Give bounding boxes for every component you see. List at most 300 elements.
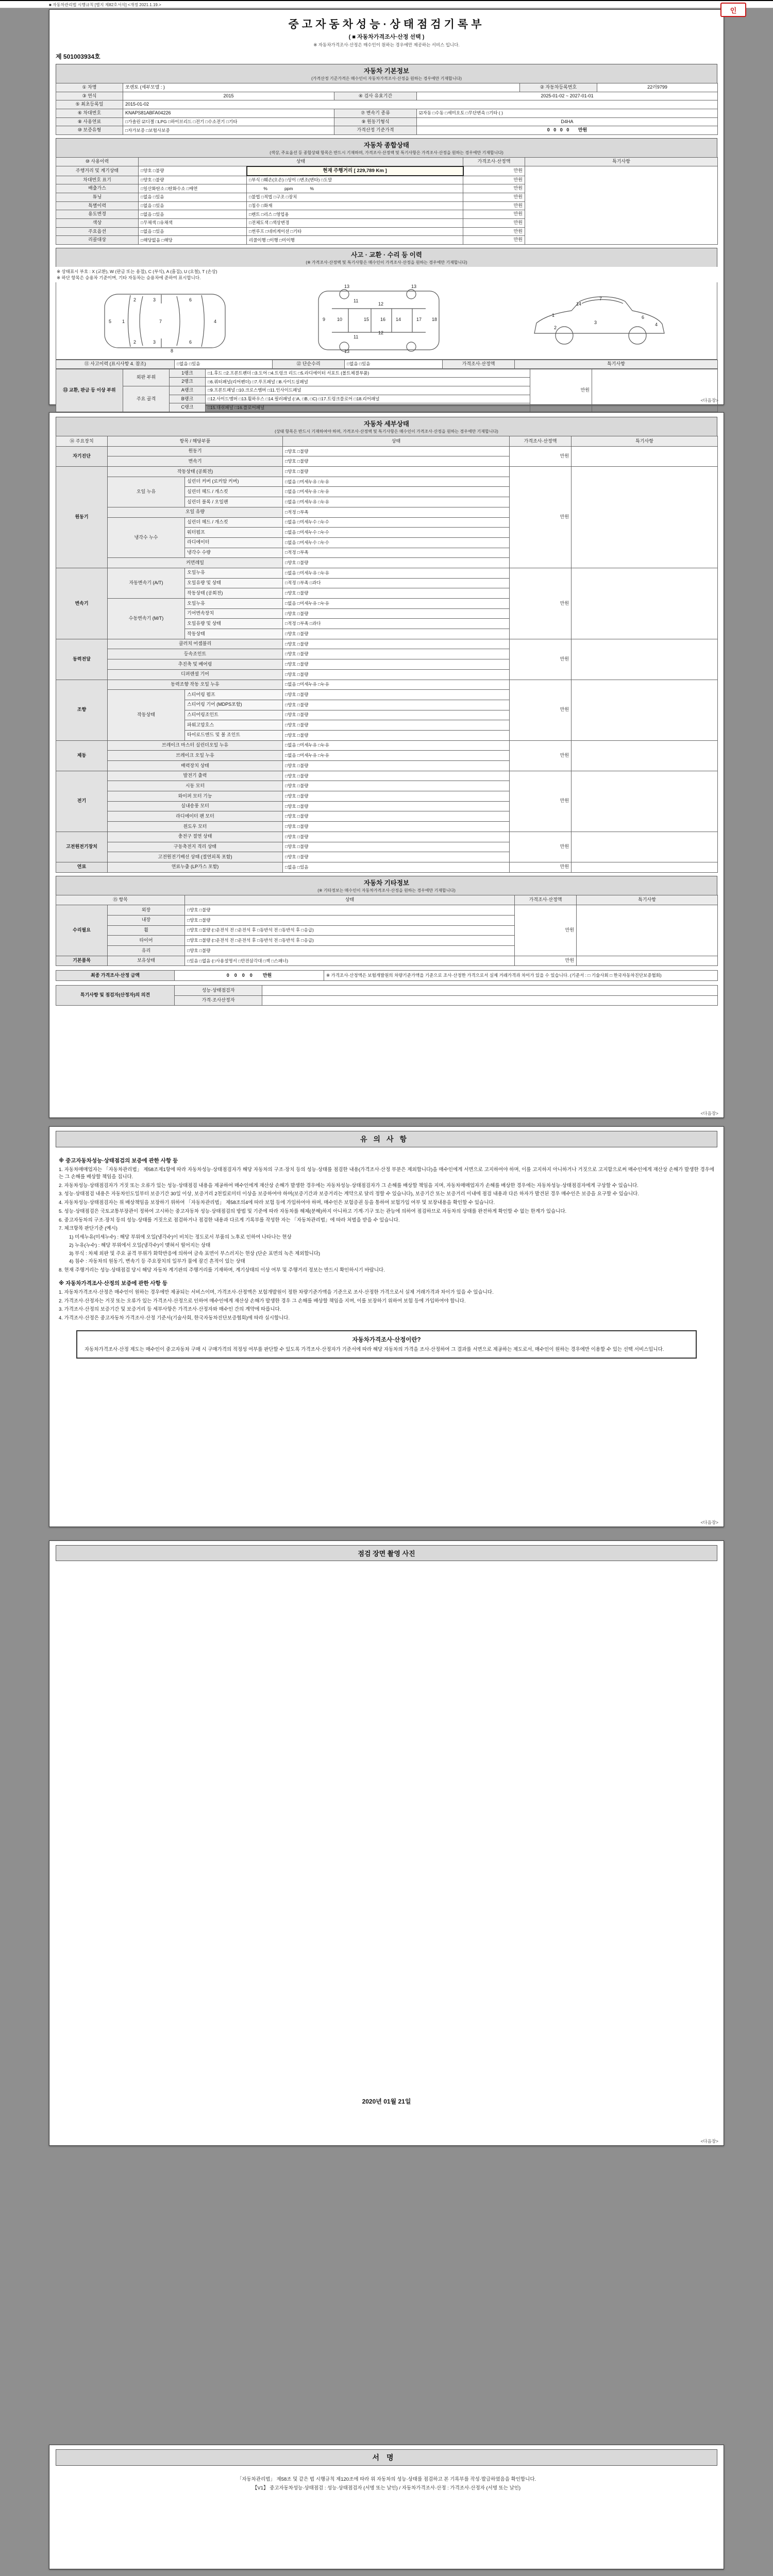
cell: ⑧ 사용연료 (56, 117, 123, 126)
cell: ⑪ 사고이력 (표시사항 4. 참조) (56, 360, 175, 368)
cell: 파워고압호스 (185, 720, 283, 731)
cell: □없음 □미세누유 □누유 (283, 487, 510, 497)
cell: 특기사항 (525, 158, 718, 166)
cell: □없음 □미세누유 □누유 (283, 497, 510, 507)
page-4 (49, 1540, 724, 2146)
cell: □양호 □불량 (283, 791, 510, 802)
cell: □양호 □불량 (139, 166, 247, 176)
next-page-marker: <다음장> (700, 1520, 718, 1525)
table-row (56, 117, 718, 126)
svg-text:13: 13 (411, 284, 416, 290)
cell: □양호 □불량 (185, 946, 515, 956)
cell: 스티어링조인트 (185, 710, 283, 720)
cell: □없음 □미세누유 □누유 (283, 680, 510, 690)
cell: 오일누유 (185, 599, 283, 609)
cell: ⑬ 교환, 판금 등 이상 부위 (56, 369, 123, 412)
seal-text: 인 (730, 6, 737, 14)
cell: 리콜대상 (56, 236, 139, 245)
cell: □양호 □불량 (283, 456, 510, 467)
cell: 변속기 (56, 568, 108, 639)
notice-line: 2. 가격조사·산정자는 거짓 또는 오류가 있는 가격조사·산정으로 인하여 매수인에게 재산상 손해가 발생한 경우 그 손해를 배상할 책임을 지며, 이를 보장하기 위하여 보험 등에 가입하여야 합니다. (59, 1298, 466, 1304)
table-row (56, 166, 718, 176)
cell: 타이어 (108, 936, 185, 946)
cell: 브레이크 마스터 실린더오일 누유 (108, 740, 283, 751)
notice-line: 4. 가격조사·산정은 중고자동차 가격조사·산정 기준서(기술사회, 한국자동차진단보증협회)에 따라 실시합니다. (59, 1315, 290, 1321)
table-row (56, 83, 718, 92)
svg-text:14: 14 (576, 301, 581, 307)
cell: 고전원전기배선 상태 (절연피복 포함) (108, 852, 283, 862)
cell: □양호 □불량 (283, 659, 510, 670)
cell (525, 166, 718, 245)
cell: 만원 (510, 862, 572, 872)
next-page-marker: <다음장> (700, 2139, 718, 2144)
cell: 만원 (515, 956, 577, 966)
cell: □양호 □불량 (283, 690, 510, 700)
cell: ④ 검사 유효기간 (334, 92, 417, 100)
cell: 오일 누유 (108, 477, 185, 507)
cell: 오일 유량 (108, 507, 283, 517)
table-row (56, 971, 718, 981)
cell: 특기사항 (572, 436, 718, 447)
cell: 만원 (463, 210, 525, 219)
cell: 실린더 블록 / 오일팬 (185, 497, 283, 507)
cell: 주행거리 및 계기상태 (56, 166, 139, 176)
cell: 가격·조사산정자 (175, 995, 262, 1006)
cell: 디퍼렌셜 기어 (108, 669, 283, 680)
cell: □없음 □있음 (139, 193, 247, 202)
cell: ☑자동 □수동 □세미오토 □무단변속 □기타 ( ) (417, 109, 718, 118)
cell: ⑭ 주요장치 (56, 436, 108, 447)
document-title-note: ※ 자동차가격조사·산정은 매수인이 원하는 경우에만 제공하는 서비스 입니다. (313, 42, 460, 47)
cell: 상태 (185, 895, 515, 905)
svg-text:2: 2 (553, 325, 557, 331)
next-page-marker: <다음장> (700, 1111, 718, 1116)
notice-line: 1. 자동차가격조사·산정은 매수인이 원하는 경우에만 제공되는 서비스이며, 가격조사·산정액은 보험개발원이 정한 차량기준가액을 기준으로 조사·산정한 가격으로서 실제 거래가격과 차이가 있을 수 있습니다. (59, 1289, 494, 1295)
cell: □있음 □없음 (□사용설명서 □안전삼각대 □잭 □스패너) (185, 956, 515, 966)
cell: □양호 □불량 (283, 822, 510, 832)
cell: 등속조인트 (108, 649, 283, 659)
cell: 클러치 어셈블리 (108, 639, 283, 649)
cell: 오일누유 (185, 568, 283, 578)
cell: □양호 □불량 (283, 761, 510, 771)
section-overall-note: (색상, 주요옵션 등 종합상태 항목은 반드시 기재하며, 가격조사·산정액 및 특기사항은 가격조사·산정을 원하는 경우에만 기재합니다) (270, 150, 503, 156)
table-row (56, 446, 718, 456)
section-accident-header (56, 248, 717, 267)
cell: □양호 □불량 (283, 842, 510, 852)
cell: 만원 (463, 184, 525, 193)
section-accident-note: (※ 가격조사·산정액 및 특기사항은 매수인이 가격조사·산정을 원하는 경우에만 기재합니다) (306, 260, 467, 265)
svg-text:6: 6 (189, 340, 192, 345)
cell: □양호 □불량 (283, 832, 510, 842)
cell: 조향 (56, 680, 108, 740)
cell: □없음 □미세누수 □누수 (283, 528, 510, 538)
cell: □1.후드 □2.프론트펜더 □3.도어 □4.트렁크 리드 □5.라디에이터 서포트 (볼트체결부품) (206, 369, 530, 378)
cell: 만원 (530, 369, 592, 412)
accident-legend (57, 269, 716, 281)
notice-line: 5. 성능·상태점검은 국토교통부장관이 정하여 고시하는 중고자동차 성능·상태점검의 방법 및 기준에 따라 자동차를 해체(분해)하지 아니하고 기계·기구 또는 관능에 의하여 점검하므로 자동차의 상태를 완전하게 확인할 수 없는 한계가 있습니다. (59, 1208, 567, 1214)
cell: 자기진단 (56, 446, 108, 466)
first-registration-date: 2015-01-02 (123, 100, 718, 109)
cell: 냉각수 수량 (185, 548, 283, 558)
cell: 특기사항 (577, 895, 718, 905)
cell: 라디에이터 팬 모터 (108, 811, 283, 822)
cell: 라디에이터 (185, 537, 283, 548)
cell: 특별이력 (56, 201, 139, 210)
next-page-marker: <다음장> (700, 398, 718, 403)
notice-line: 2) 누유(누수) : 해당 부위에서 오일(냉각수)이 맺혀서 떨어지는 상태 (69, 1242, 211, 1248)
overall-condition-table (56, 157, 718, 245)
cell: □없음 □있음 (283, 862, 510, 872)
accident-legend-line1: ※ 상태표시 부호 : X (교환), W (판금 또는 용접), C (부식), A (흠집), U (요철), T (손상) (57, 269, 217, 275)
registration-number: 22러9799 (597, 83, 718, 92)
cell: □없음 □있음 (139, 210, 247, 219)
cell (572, 771, 718, 832)
cell: 연료누출 (LP가스 포함) (108, 862, 283, 872)
cell: 만원 (510, 771, 572, 832)
cell: ② 자동차등록번호 (520, 83, 597, 92)
cell: 기본품목 (56, 956, 108, 966)
cell: 스티어링 펌프 (185, 690, 283, 700)
cell: 항목 / 해당부품 (108, 436, 283, 447)
section-accident-title: 사고 · 교환 · 수리 등 이력 (351, 251, 422, 259)
signature-statement-2: 【V1】 중고자동차성능·상태점검 : 성능·상태점검자 (서명 또는 날인) / 자동차가격조사·산정 : 가격조사·산정자 (서명 또는 날인) (252, 2485, 521, 2492)
svg-text:7: 7 (159, 319, 162, 325)
inspection-date: 2020년 01월 21일 (362, 2098, 411, 2105)
svg-text:5: 5 (109, 319, 112, 325)
cell: 색상 (56, 219, 139, 228)
table-row (56, 360, 718, 368)
notice-line: 4. 자동차성능·상태점검자는 위 배상책임을 보장하기 위하여 「자동차관리법」 제58조의4에 따라 보험 등에 가입하여야 하며, 매수인은 보험증권 등을 통하여 보험가입 여부 및 보장내용을 확인할 수 있습니다. (59, 1200, 495, 1206)
detail-condition-table (56, 436, 718, 873)
cell: C랭크 (170, 403, 206, 412)
cell: 만원 (463, 236, 525, 245)
cell: 기어변속장치 (185, 608, 283, 619)
cell: □15.대쉬패널 □16.플로어패널 (206, 403, 530, 412)
cell: □일산화탄소 □탄화수소 □매연 (139, 184, 247, 193)
mileage-value: 현재 주행거리 [ 229,789 Km ] (247, 166, 463, 176)
cell: □양호 □불량 (283, 608, 510, 619)
cell: 특기사항 및 점검자(산정자)의 의견 (56, 986, 175, 1006)
svg-text:3: 3 (594, 320, 597, 326)
table-row (56, 639, 718, 649)
cell: □양호 □불량 (283, 649, 510, 659)
cell: □양호 □불량 (283, 720, 510, 731)
svg-text:16: 16 (380, 317, 385, 323)
cell: 주요옵션 (56, 227, 139, 236)
cell: 만원 (463, 227, 525, 236)
title-block (56, 14, 717, 49)
cell: 원동기 (108, 446, 283, 456)
cell: □양호 □불량 (283, 639, 510, 649)
table-row (56, 832, 718, 842)
table-row (56, 895, 718, 905)
cell: □없음 □미세누유 □누유 (283, 477, 510, 487)
notice-line: 7. 체크항목 판단기준 (예시) (59, 1226, 117, 1232)
cell: □양호 □불량 (283, 730, 510, 740)
cell (262, 995, 718, 1006)
table-row (56, 740, 718, 751)
cell: 오일유량 및 상태 (185, 619, 283, 629)
cell (592, 369, 718, 412)
cell: ⑫ 단순수리 (273, 360, 345, 368)
cell: □썬루프 □네비게이션 □기타 (247, 227, 463, 236)
cell: 만원 (510, 740, 572, 771)
cell: □없음 □있음 (139, 201, 247, 210)
cell: □양호 □불량 (283, 700, 510, 710)
cell: 상태 (283, 436, 510, 447)
svg-text:15: 15 (363, 317, 369, 323)
table-row (56, 680, 718, 690)
form-reference-strip (0, 0, 773, 8)
cell: ⑩ 보증유형 (56, 126, 123, 135)
cell: □양호 □불량 (283, 558, 510, 568)
cell: □자가보증 □보험사보증 (123, 126, 334, 135)
table-row (56, 568, 718, 578)
vin-value: KNAPS81ABFA04226 (123, 109, 334, 118)
cell: A랭크 (170, 386, 206, 395)
cell: 가격조사·산정액 (463, 158, 525, 166)
cell: 최종 가격조사·산정 금액 (56, 971, 175, 981)
cell: 원동기 (56, 467, 108, 568)
cell: 브레이크 오일 누유 (108, 751, 283, 761)
document-title: 중고자동차성능·상태점검기록부 (288, 19, 485, 30)
cell: 성능·상태점검자 (175, 986, 262, 996)
notice-line: 1. 자동차매매업자는 「자동차관리법」 제58조제1항에 따라 자동차성능·상태점검자가 해당 자동차의 구조·장치 등의 성능·상태를 점검한 내용(가격조사·산정 부분은 제외합니다)을 매수인에게 서면으로 고지하여야 하며, 이를 고지하지 아니하거나 거짓으로 고지함으로써 매수인에게 재산상 손해가 발생한 경우에는 그 손해를 배상할 책임을 집니다. (59, 1167, 714, 1180)
cell: ⑤ 최초등록일 (56, 100, 123, 109)
car-diagram-underbody-view (314, 282, 443, 359)
cell: 리콜이행 □이행 □미이행 (247, 236, 463, 245)
base-price-value: 0 0 0 0 만원 (417, 126, 718, 135)
cell: 유리 (108, 946, 185, 956)
cell: 만원 (510, 446, 572, 466)
svg-text:13: 13 (344, 284, 349, 290)
table-row (56, 905, 718, 916)
section-detail-header (56, 417, 717, 436)
table-row (56, 92, 718, 100)
cell (572, 446, 718, 466)
accident-parts-table (56, 369, 718, 412)
cell (572, 467, 718, 568)
notice-line: 3) 부식 : 차체 외판 및 주요 골격 부위가 화학반응에 의하여 금속 표면이 부스러지는 현상 (단순 표면의 녹은 제외합니다) (69, 1250, 321, 1257)
cell: □양호 □불량 (283, 710, 510, 720)
cell: □적정 □부족 (283, 548, 510, 558)
cell: 제동 (56, 740, 108, 771)
signature-statements (56, 2466, 717, 2502)
svg-text:10: 10 (337, 317, 342, 323)
cell: □가솔린 ☑디젤 □LPG □하이브리드 □전기 □수소전기 □기타 (123, 117, 334, 126)
car-diagram-top-view (100, 284, 229, 357)
table-row (56, 436, 718, 447)
cell: 실린더 헤드 / 개스킷 (185, 517, 283, 528)
table-row (56, 986, 718, 996)
cell: ③ 연식 (56, 92, 123, 100)
price-assessment-info-box (76, 1330, 697, 1359)
cell (572, 680, 718, 740)
cell: 휠 (108, 925, 185, 936)
cell: □전체도색 □색상변경 (247, 219, 463, 228)
signature-statement-1: 「자동차관리법」 제58조 및 같은 법 시행규칙 제120조에 따라 위 자동차의 성능·상태를 점검하고 본 기록부를 작성·발급하였음을 확인합니다. (237, 2477, 536, 2482)
accident-summary-table (56, 360, 718, 369)
cell: 상태 (139, 158, 463, 166)
cell: 외판 부위 (123, 369, 170, 386)
cell: □양호 □불량 (283, 629, 510, 639)
photo-placeholder-area (56, 1561, 717, 2097)
cell: □양호 □불량 (283, 852, 510, 862)
basic-info-table (56, 83, 718, 135)
cell: 구동축전지 격리 상태 (108, 842, 283, 852)
cell: □없음 □미세누유 □누유 (283, 599, 510, 609)
cell: □해당없음 □해당 (139, 236, 247, 245)
section-basic-info-header (56, 64, 717, 83)
cell: 실린더 헤드 / 개스킷 (185, 487, 283, 497)
cell: □없음 □있음 (139, 227, 247, 236)
page-5 (49, 2445, 724, 2569)
cell: 배력장치 상태 (108, 761, 283, 771)
price-assessment-info-text: 자동차가격조사·산정 제도는 매수인이 중고자동차 구매 시 구매가격의 적정성 여부를 판단할 수 있도록 가격조사·산정자가 기준서에 따라 해당 자동차의 가격을 조사·산정하여 그 결과를 서면으로 제공하는 제도로서, 매수인이 원하는 경우에만 이용할 수 있는 선택 서비스입니다. (85, 1347, 664, 1353)
signature-section-title: 서명 (56, 2449, 717, 2466)
cell: 차대번호 표기 (56, 176, 139, 184)
svg-text:6: 6 (641, 315, 644, 320)
cell: 만원 (515, 905, 577, 956)
cell: □양호 □불량 (185, 915, 515, 925)
cell: 고전원전기장치 (56, 832, 108, 862)
accident-legend-line2: ※ 하단 항목은 승용차 기준이며, 기타 자동차는 승용차에 준하여 표시합니다. (57, 275, 201, 281)
section-basic-info-note: (가격산정 기준가격은 매수인이 자동차가격조사·산정을 원하는 경우에만 기재합니다) (311, 76, 462, 81)
svg-text:1: 1 (551, 313, 554, 318)
inspector-opinion-table (56, 985, 718, 1006)
cell: 충전구 절연 상태 (108, 832, 283, 842)
cell: 발전기 출력 (108, 771, 283, 781)
cell: ※ 가격조사·산정액은 보험개발원의 차량기준가액을 기준으로 조사·산정한 가격으로서 실제 거래가격과 차이가 있을 수 있습니다. (기준서 : □ 기술사회 □ 한국자동차진단보증협회) (324, 971, 718, 981)
cell: 수리필요 (56, 905, 108, 956)
cell: □양호 □불량 (283, 467, 510, 477)
cell: 만원 (510, 639, 572, 680)
cell: □없음 □있음 (345, 360, 443, 368)
cell: % ppm % (247, 184, 463, 193)
table-row (56, 126, 718, 135)
document-subtitle: ( ■ 자동차가격조사·산정 선택 ) (348, 34, 425, 40)
table-row (56, 369, 718, 378)
table-row (56, 956, 718, 966)
car-diagram-panel (56, 282, 717, 360)
cell: 가격조사·산정액 (510, 436, 572, 447)
cell: □없음 □미세누수 □누수 (283, 517, 510, 528)
cell: 윈도우 모터 (108, 822, 283, 832)
svg-text:18: 18 (431, 317, 437, 323)
cell: 만원 (463, 176, 525, 184)
section-etc-title: 자동차 기타정보 (364, 879, 409, 887)
cell: 냉각수 누수 (108, 517, 185, 558)
cell: 와이퍼 모터 기능 (108, 791, 283, 802)
form-reference-text: ■ 자동차관리법 시행규칙 [별지 제82호서식] <개정 2021.1.19.> (49, 3, 161, 7)
table-row (56, 862, 718, 872)
notice-section-title: 유의사항 (56, 1131, 717, 1147)
cell: 스티어링 기어 (MDPS포함) (185, 700, 283, 710)
inspection-valid-period: 2025-01-02 ~ 2027-01-01 (417, 92, 718, 100)
table-row (56, 467, 718, 477)
cell: 전기 (56, 771, 108, 832)
cell: □없음 □미세누유 □누유 (283, 568, 510, 578)
svg-text:6: 6 (189, 297, 192, 303)
cell: 2랭크 (170, 378, 206, 386)
cell: 만원 (463, 201, 525, 210)
cell: 만원 (510, 680, 572, 740)
photo-section-title: 점검 장면 촬영 사진 (56, 1545, 717, 1561)
notice-line: 2. 자동차성능·상태점검자가 거짓 또는 오류가 있는 성능·상태점검 내용을 제공하여 매수인에게 재산상 손해가 발생한 경우에는 자동차성능·상태점검자가 그 손해를 배상할 책임을 지며, 자동차매매업자가 손해를 배상한 경우에는 자동차성능·상태점검자에게 구상할 수 있습니다. (59, 1182, 638, 1189)
section-overall-header (56, 138, 717, 157)
table-row (56, 158, 718, 166)
cell: B랭크 (170, 395, 206, 403)
cell: □적정 □부족 □과다 (283, 578, 510, 588)
cell: 동력전달 (56, 639, 108, 680)
cell: ⑮ 항목 (56, 895, 185, 905)
notice-line: 6. 중고자동차의 구조·장치 등의 성능·상태를 거짓으로 점검하거나 점검한 내용과 다르게 기록부를 작성한 자는 「자동차관리법」에 따라 처벌을 받을 수 있습니다. (59, 1217, 400, 1223)
cell: 실내송풍 모터 (108, 801, 283, 811)
svg-text:3: 3 (153, 297, 156, 303)
cell: □9.프론트패널 □10.크로스멤버 □11.인사이드패널 (206, 386, 530, 395)
cell: 작동상태 (108, 690, 185, 740)
cell: 외장 (108, 905, 185, 916)
cell: 만원 (463, 166, 525, 176)
cell (572, 568, 718, 639)
cell (577, 956, 718, 966)
svg-text:4: 4 (214, 319, 217, 325)
final-price-table (56, 970, 718, 981)
svg-text:3: 3 (153, 340, 156, 345)
section-basic-info-title: 자동차 기본정보 (364, 67, 409, 75)
cell: 작동상태 (공회전) (108, 467, 283, 477)
notice-line: ※ 자동차가격조사·산정의 보증에 관한 사항 등 (59, 1280, 167, 1286)
page-2 (49, 412, 724, 1118)
page-1 (49, 9, 724, 410)
section-etc-header (56, 876, 717, 895)
cell: 수동변속기 (M/T) (108, 599, 185, 639)
cell: □양호 □불량 (283, 801, 510, 811)
price-assessment-info-title: 자동차가격조사·산정이란? (352, 1337, 421, 1344)
svg-text:11: 11 (353, 334, 359, 340)
cell: 오일유량 및 상태 (185, 578, 283, 588)
svg-text:2: 2 (133, 297, 137, 303)
cell: 자동변속기 (A/T) (108, 568, 185, 598)
svg-text:1: 1 (122, 319, 125, 325)
vehicle-name-value: 쏘렌토 (세부모델 : ) (123, 83, 520, 92)
svg-text:7: 7 (599, 296, 602, 302)
cell: □12.사이드멤버 □13.휠하우스 □14.필러패널 (□A, □B, □C) □17.트렁크플로어 □18.리어패널 (206, 395, 530, 403)
cell: 만원 (463, 219, 525, 228)
cell: □무채색 □유채색 (139, 219, 247, 228)
cell: 내장 (108, 915, 185, 925)
cell: 실린더 커버 (로커암 커버) (185, 477, 283, 487)
section-detail-title: 자동차 세부상태 (364, 420, 409, 428)
cell: □적정 □부족 (283, 507, 510, 517)
cell: ① 차명 (56, 83, 123, 92)
engine-type-value: D4HA (417, 117, 718, 126)
etc-info-table (56, 895, 718, 967)
svg-text:14: 14 (395, 317, 401, 323)
cell: 1랭크 (170, 369, 206, 378)
svg-text:12: 12 (378, 301, 383, 307)
cell: □양호 □불량 (283, 811, 510, 822)
notice-line: 3. 성능·상태점검 내용은 자동차인도일부터 보증기간 30일 이상, 보증거리 2천킬로미터 이상을 보증하여야 하며(보증기간과 보증거리는 계약으로 달리 정할 수 있습니다), 보증기간 또는 보증거리 이내에 점검 내용과 다른 하자가 발견된 경우 매수인은 보증을 요구할 수 있습니다. (59, 1191, 639, 1197)
notice-line: ※ 중고자동차성능·상태점검의 보증에 관한 사항 등 (59, 1158, 178, 1164)
cell: 작동상태 (공회전) (185, 588, 283, 599)
cell: □부식 □훼손(오손) □상이 □변조(변타) □도말 (247, 176, 463, 184)
cell: 타이로드엔드 및 볼 조인트 (185, 730, 283, 740)
final-price-value: 0 0 0 0 만원 (175, 971, 324, 981)
notice-body (56, 1147, 717, 1322)
cell: □양호 □불량 (283, 771, 510, 781)
svg-text:2: 2 (133, 340, 137, 345)
